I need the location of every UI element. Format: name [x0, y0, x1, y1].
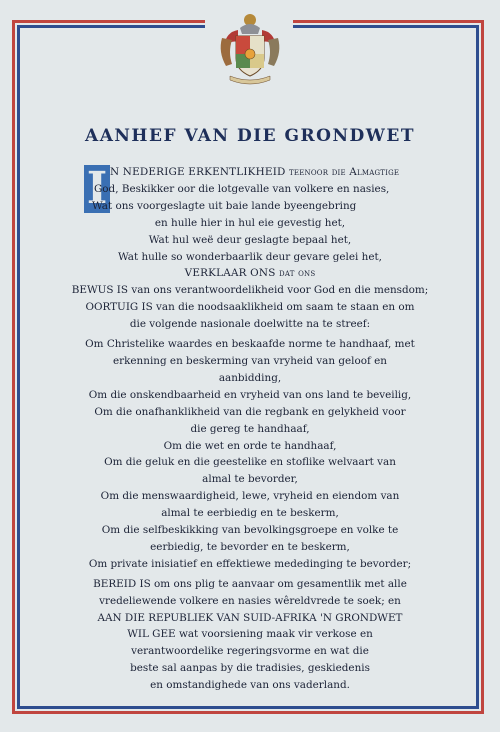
text-line: Om die onskendbaarheid en vryheid van ons land te beveilig, [88, 388, 412, 401]
text-line: en omstandighede van ons vaderland. [150, 679, 350, 692]
text-line: VERKLAAR ONS dat ons [184, 267, 316, 280]
text-line: N NEDERIGE ERKENTLIKHEID teenoor die Almagtige [110, 166, 400, 178]
text-line: Wat hul weë deur geslagte bepaal het, [148, 233, 352, 246]
page-title: AANHEF VAN DIE GRONDWET [85, 126, 415, 146]
text-line: Om private inisiatief en effektiewe mededinging te bevorder; [88, 557, 412, 570]
text-line: Om die selfbeskikking van bevolkingsgroepe en volke te [101, 524, 399, 537]
text-line: WIL GEE wat voorsiening maak vir verkose en [127, 628, 373, 641]
text-line: BEWUS IS van ons verantwoordelikheid voor God en die mensdom; [71, 284, 429, 297]
text-line: AAN DIE REPUBLIEK VAN SUID-AFRIKA 'N GRONDWET [97, 611, 403, 624]
text-line: en hulle hier in hul eie gevestig het, [154, 216, 346, 229]
text-line: almal te eerbiedig en te beskerm, [161, 507, 339, 520]
text-line: Om die wet en orde te handhaaf, [163, 439, 337, 452]
preamble-text [60, 164, 440, 694]
drop-cap: I [84, 165, 110, 213]
text-line: Wat hulle so wonderbaarlik deur gevare gelei het, [118, 250, 382, 263]
text-line: vredeliewende volkere en nasies wêreldvrede te soek; en [99, 594, 401, 607]
text-line: die volgende nasionale doelwitte na te streef: [129, 318, 371, 331]
text-line: Om die geluk en die geestelike en stoflike welvaart van [104, 456, 396, 469]
text-line: eerbiedig, te bevorder en te beskerm, [150, 540, 350, 553]
text-line: OORTUIG IS van die noodsaaklikheid om saam te staan en om [85, 301, 415, 314]
text-line: Om Christelike waardes en beskaafde norme te handhaaf, met [85, 338, 415, 351]
text-line: erkenning en beskerming van vryheid van geloof en [113, 354, 387, 367]
text-line: verantwoordelike regeringsvorme en wat die [131, 645, 369, 658]
text-line: almal te bevorder, [202, 473, 298, 486]
text-line: Om die menswaardigheid, lewe, vryheid en eiendom van [100, 490, 400, 503]
coat-of-arms-icon [210, 8, 290, 88]
text-line: BEREID IS om ons plig te aanvaar om gesamentlik met alle [93, 577, 407, 590]
text-line: beste sal aanpas by die tradisies, geskiedenis [130, 662, 370, 675]
text-line: aanbidding, [218, 371, 282, 384]
text-line: God, Beskikker oor die lotgevalle van volkere en nasies, [94, 182, 390, 195]
text-line: Wat ons voorgeslagte uit baie lande byeengebring [92, 199, 357, 212]
text-line: Om die onafhanklikheid van die regbank en gelykheid voor [94, 405, 406, 418]
text-line: die gereg te handhaaf, [190, 422, 310, 435]
